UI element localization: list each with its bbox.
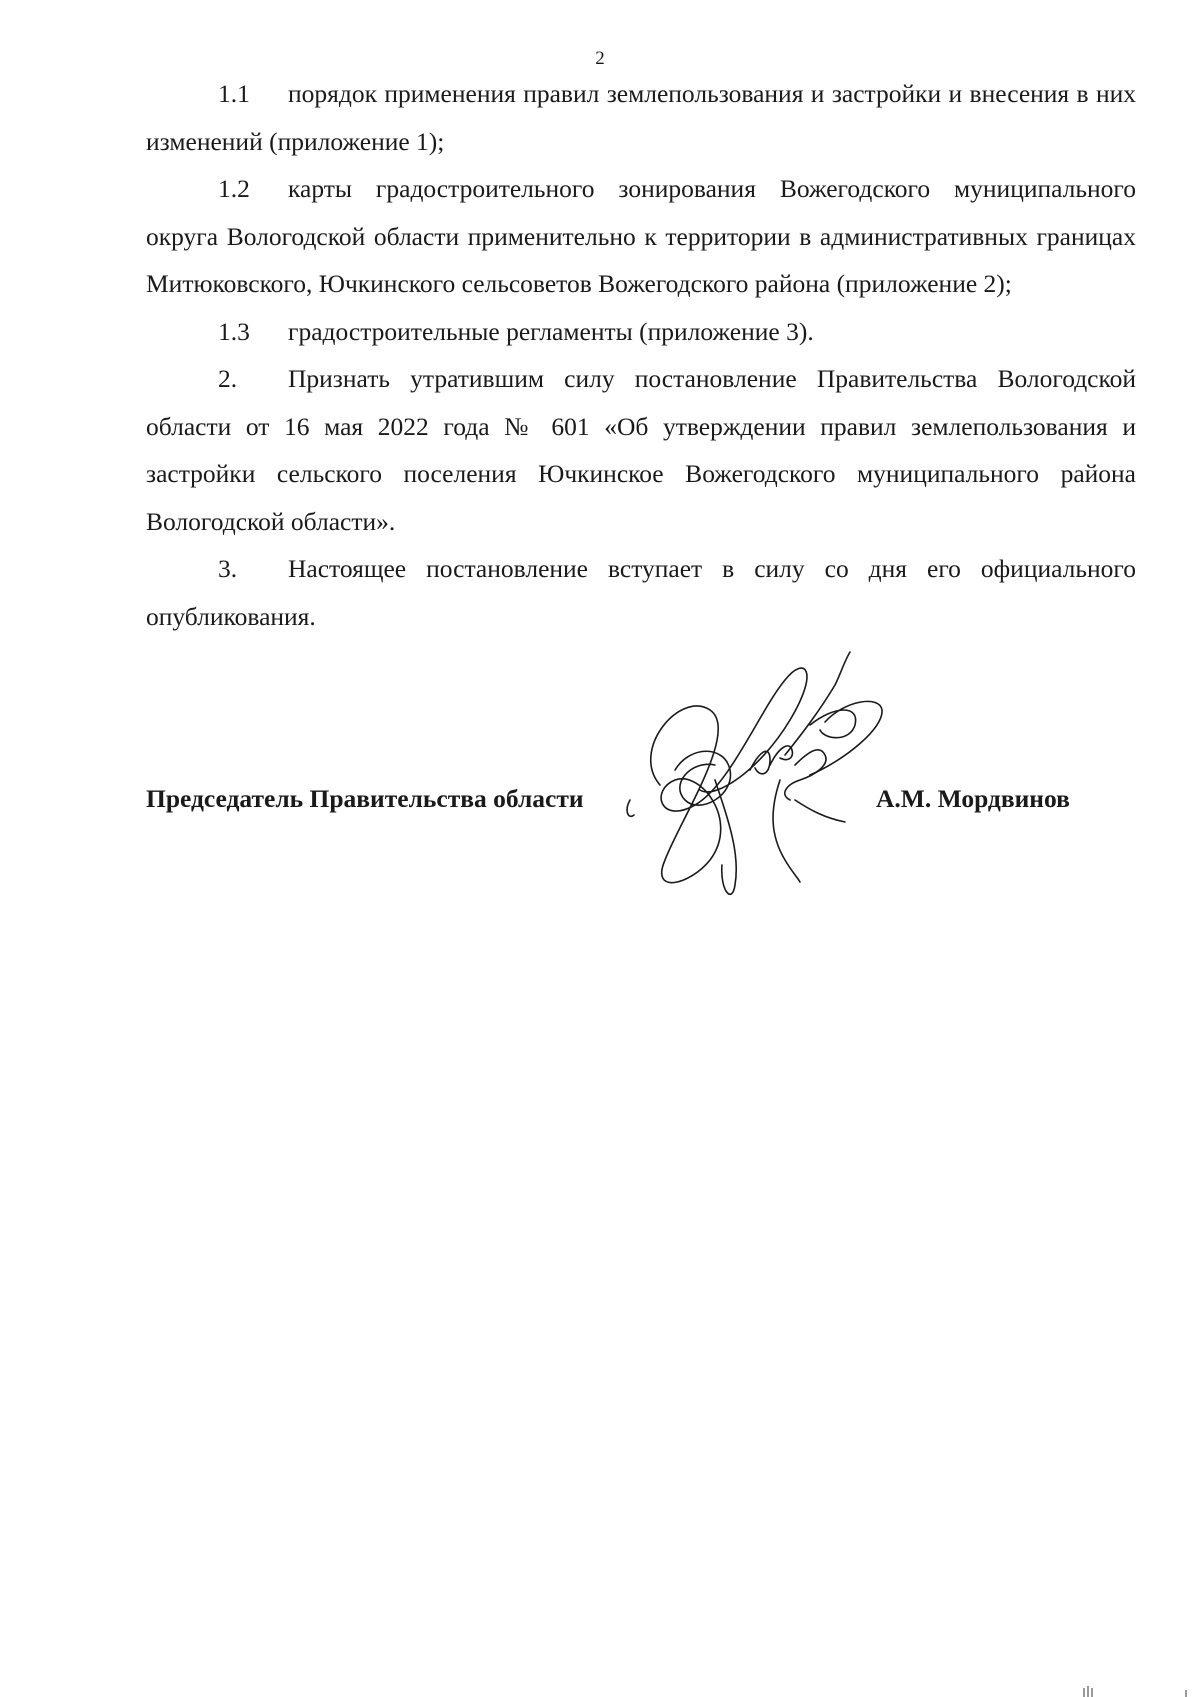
list-item xyxy=(146,355,1136,545)
item-number: 1.1 xyxy=(218,79,250,108)
item-text: карты градостроительного зонирования Вожегодского муниципального округа Вологодской области применительно к территории в административных границах Митюковского, Ючкинского сельсоветов Вожегодского района (приложение 2); xyxy=(146,174,1136,298)
item-number: 1.3 xyxy=(218,316,250,346)
item-text: Признать утратившим силу постановление Правительства Вологодской области от 16 мая 2022 года № 601 «Об утверждении правил землепользования и застройки сельского поселения Ючкинское Вожегодского муниципального района Вологодской области». xyxy=(146,364,1136,536)
item-text: Настоящее постановление вступает в силу со дня его официального опубликования. xyxy=(146,554,1136,631)
list-item xyxy=(146,70,1136,165)
document-body xyxy=(146,70,1136,640)
list-item xyxy=(146,545,1136,640)
item-text: порядок применения правил землепользования и застройки и внесения в них изменений (приложение 1); xyxy=(146,79,1136,156)
handwritten-signature xyxy=(620,650,920,910)
list-item xyxy=(146,165,1136,308)
item-number: 3. xyxy=(218,554,238,583)
signer-name: А.М. Мордвинов xyxy=(876,784,1070,813)
item-number: 1.2 xyxy=(218,174,250,203)
scan-edge-marks xyxy=(1080,1686,1200,1697)
signer-title: Председатель Правительства области xyxy=(146,784,584,813)
item-number: 2. xyxy=(218,364,238,393)
item-text: градостроительные регламенты (приложение 3). xyxy=(288,316,814,346)
list-item xyxy=(146,308,1136,356)
page-number: 2 xyxy=(595,48,605,69)
